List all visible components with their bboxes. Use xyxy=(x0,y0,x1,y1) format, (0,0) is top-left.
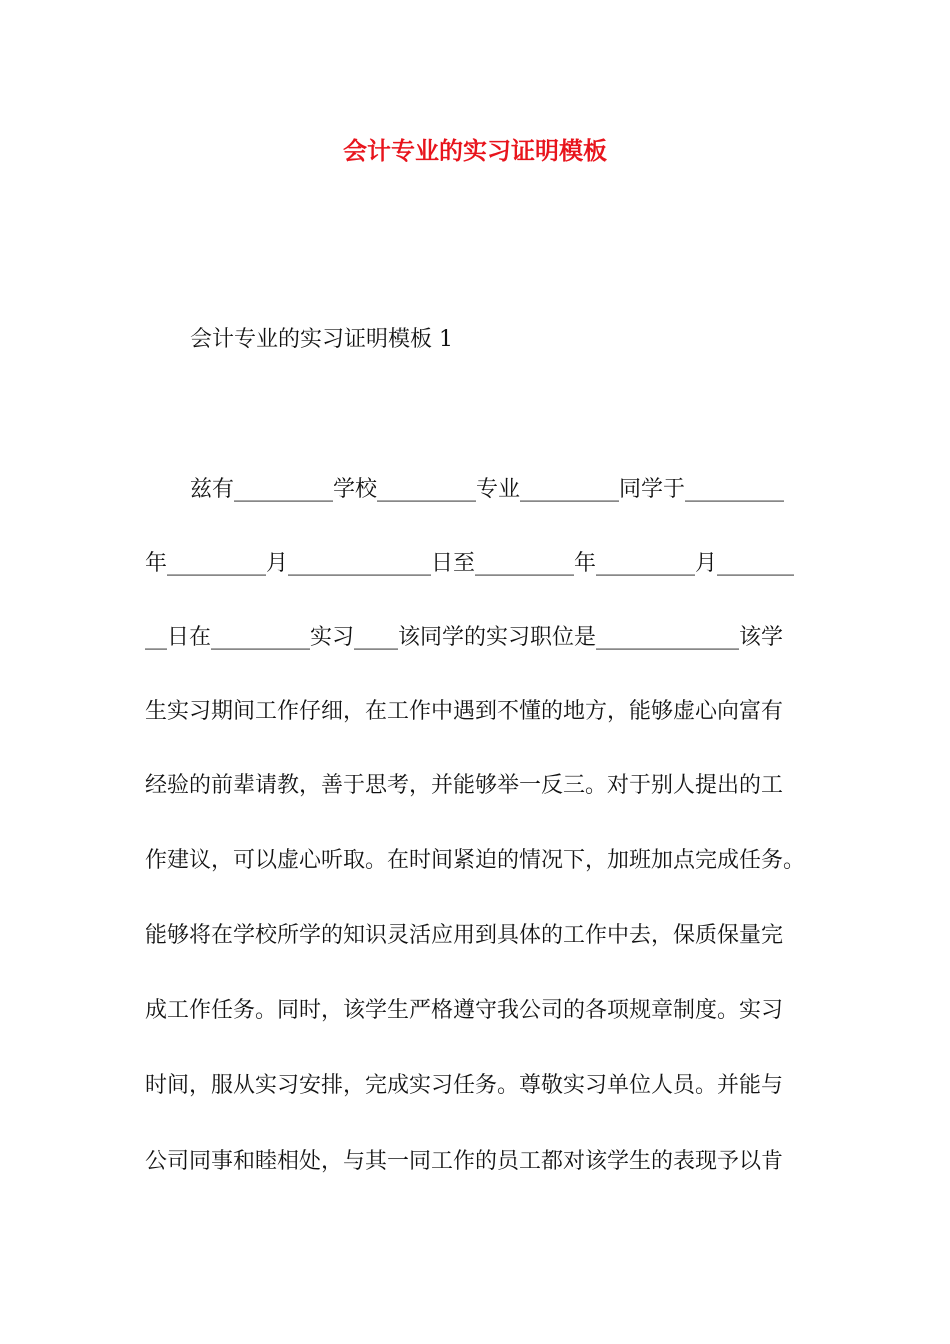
body-line-9: 时间，服从实习安排，完成实习任务。尊敬实习单位人员。并能与 xyxy=(145,1073,784,1098)
body-line-6: 作建议，可以虚心听取。在时间紧迫的情况下，加班加点完成任务。 xyxy=(145,848,806,873)
body-line-10: 公司同事和睦相处，与其一同工作的员工都对该学生的表现予以肯 xyxy=(145,1149,784,1174)
body-line-2: 年_________月_____________日至_________年_________月_______ xyxy=(145,551,795,576)
body-line-4: 生实习期间工作仔细，在工作中遇到不懂的地方，能够虚心向富有 xyxy=(145,699,784,724)
document-title: 会计专业的实习证明模板 xyxy=(343,136,607,165)
body-line-1: 兹有_________学校_________专业_________同学于_________ xyxy=(190,477,785,502)
body-line-8: 成工作任务。同时，该学生严格遵守我公司的各项规章制度。实习 xyxy=(145,998,784,1023)
body-line-7: 能够将在学校所学的知识灵活应用到具体的工作中去，保质保量完 xyxy=(145,923,784,948)
body-line-3: __日在_________实习____该同学的实习职位是_____________该学 xyxy=(145,625,784,650)
section-heading: 会计专业的实习证明模板 1 xyxy=(190,327,453,352)
body-line-5: 经验的前辈请教，善于思考，并能够举一反三。对于别人提出的工 xyxy=(145,773,784,798)
